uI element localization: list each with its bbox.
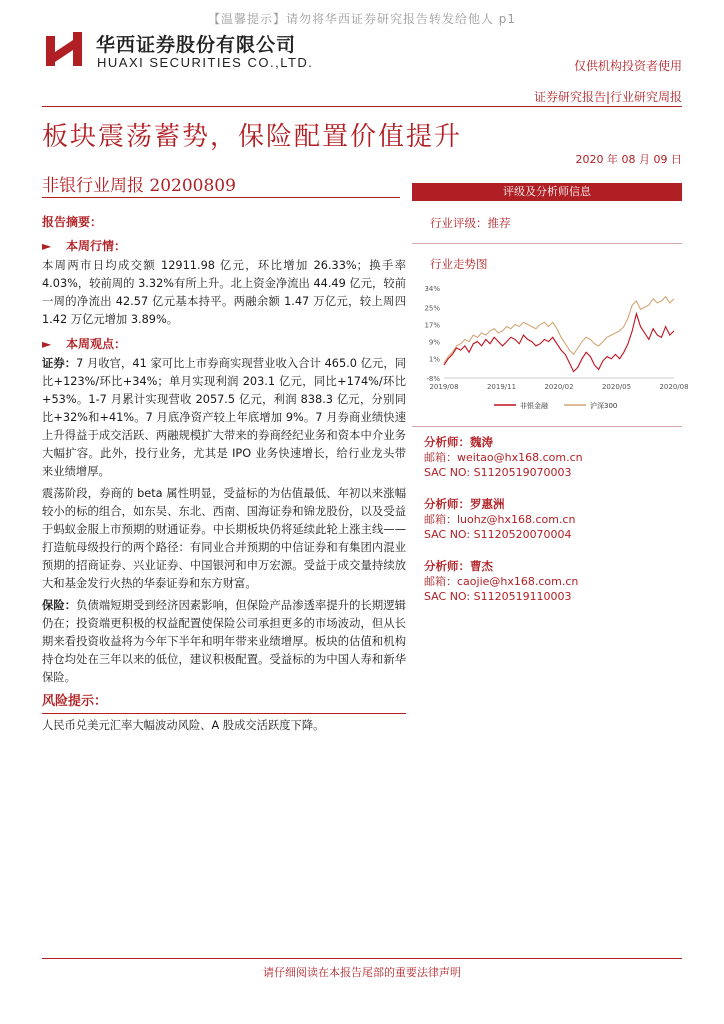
analyst-name: 曹杰 <box>470 559 493 573</box>
y-tick-label: 34% <box>424 285 440 293</box>
legal-notice-footer: 请仔细阅读在本报告尾部的重要法律声明 <box>263 966 461 979</box>
analyst-sidebar <box>412 183 689 604</box>
y-tick-label: 9% <box>428 338 440 347</box>
company-logo-icon <box>44 30 84 70</box>
risk-heading: 风险提示： <box>42 694 108 709</box>
view-heading-text: 本周观点： <box>66 337 127 351</box>
sac-number: SAC NO: S1120520070004 <box>424 528 572 541</box>
subtitle-divider <box>42 197 400 198</box>
email-label: 邮箱： <box>424 513 457 526</box>
y-tick-label: 1% <box>428 355 440 364</box>
trend-chart-title: 行业走势图 <box>430 257 488 271</box>
market-heading <box>42 237 406 255</box>
analyst-email-link[interactable]: caojie@hx168.com.cn <box>457 575 579 588</box>
legend-label: 非银金融 <box>520 402 548 410</box>
audience-label: 仅供机构投资者使用 <box>573 59 682 73</box>
report-title: 板块震荡蓄势，保险配置价值提升 <box>42 122 463 152</box>
analyst-name: 罗惠洲 <box>470 497 505 511</box>
summary-column <box>42 213 406 739</box>
email-label: 邮箱： <box>424 451 457 464</box>
market-paragraph: 本周两市日均成交额 12911.98 亿元，环比增加 26.33%；换手率 4.03%，较前周的 3.32%有所上升。北上资金净流出 44.49 亿元，较前一周的净流出 42.57 亿元基本持平。两融余额 1.47 万亿元，较上周四 1.42 万亿元增加 3.89%。 <box>42 259 406 326</box>
risk-paragraph: 人民币兑美元汇率大幅波动风险、A 股成交活跃度下降。 <box>42 719 325 732</box>
analyst-label: 分析师： <box>424 435 470 449</box>
insurance-label: 保险： <box>42 599 77 612</box>
x-tick-label: 2020/02 <box>544 383 574 391</box>
sac-number: SAC NO: S1120519070003 <box>424 466 572 479</box>
industry-rating: 行业评级：推荐 <box>430 216 511 230</box>
beta-paragraph: 震荡阶段，券商的 beta 属性明显，受益标的为估值最低、年初以来涨幅较小的标的组合，如东吴、东北、西南、国海证券和锦龙股份，以及受益于蚂蚁金服上市预期的财通证券。中长期板块仍将延续此轮上涨主线——打造航母级投行的两个路径：有同业合并预期的中信证券和有集团内混业预期的招商证券、兴业证券、中国银河和申万宏源。受益于成交量持续放大和基金发行火热的华泰证券和东方财富。 <box>42 487 406 590</box>
footer-divider <box>42 958 682 959</box>
insurance-text: 负债端短期受到经济因素影响，但保险产品渗透率提升的长期逻辑仍在；投资端更积极的权益配置使保险公司承担更多的市场波动，但从长期来看投资收益将为今年下半年和明年带来业绩增厚。板块的估值和机构持仓均处在三年以来的低位，建议积极配置。受益标的为中国人寿和新华保险。 <box>42 599 406 684</box>
rating-divider <box>412 243 682 244</box>
x-tick-label: 2020/05 <box>601 383 632 391</box>
securities-text: 7 月收官，41 家可比上市券商实现营业收入合计 465.0 亿元，同比+123%/环比+34%；单月实现利润 203.1 亿元，同比+174%/环比+53%。1-7 月累计实现营收 2057.5 亿元，利润 838.3 亿元，分别同比+32%和+41%。7 月底净资产较上年底增加 9%。7 月券商业绩快速上升得益于成交活跃、两融规模扩大带来的券商经纪业务和资本中介业务大幅扩容。此外，投行业务，尤其是 IPO 业务快速增长，给行业龙头带来业绩增厚。 <box>42 357 406 478</box>
view-heading <box>42 335 406 353</box>
triangle-bullet-icon: ► <box>42 239 52 253</box>
series-line-nonbank <box>444 314 674 372</box>
x-tick-label: 2020/08 <box>659 383 689 391</box>
trend-chart <box>416 278 689 418</box>
rating-panel-header: 评级及分析师信息 <box>412 183 682 201</box>
analyst-card-3 <box>424 559 682 604</box>
analyst-card-2 <box>424 497 682 542</box>
series-line-hs300 <box>444 297 674 363</box>
summary-heading: 报告摘要： <box>42 215 103 229</box>
header-divider <box>42 106 682 107</box>
insurance-paragraph <box>42 597 406 687</box>
analyst-label: 分析师： <box>424 497 470 511</box>
analyst-label: 分析师： <box>424 559 470 573</box>
watermark-notice: 【温馨提示】请勿将华西证券研究报告转发给他人 p1 <box>207 12 517 26</box>
breadcrumb: 证券研究报告|行业研究周报 <box>533 90 682 104</box>
y-tick-label: 25% <box>424 304 440 313</box>
securities-label: 证券： <box>42 357 77 370</box>
risk-divider <box>42 713 406 714</box>
x-tick-label: 2019/11 <box>486 383 517 391</box>
y-tick-label: 17% <box>424 321 440 330</box>
company-name-cn: 华西证券股份有限公司 <box>96 34 297 56</box>
email-label: 邮箱： <box>424 575 457 588</box>
report-subtitle: 非银行业周报 20200809 <box>42 176 236 196</box>
legend-label: 沪深300 <box>590 402 618 410</box>
analyst-name: 魏涛 <box>470 435 493 449</box>
sac-number: SAC NO: S1120519110003 <box>424 590 572 603</box>
securities-paragraph <box>42 355 406 481</box>
report-date: 2020 年 08 月 09 日 <box>575 153 682 166</box>
company-name-en: HUAXI SECURITIES CO.,LTD. <box>97 55 314 70</box>
x-tick-label: 2019/08 <box>429 383 459 391</box>
analyst-email-link[interactable]: weitao@hx168.com.cn <box>457 451 583 464</box>
y-tick-label: -8% <box>426 375 440 383</box>
trend-chart-svg <box>416 278 689 418</box>
triangle-bullet-icon: ► <box>42 337 52 351</box>
analyst-divider <box>412 426 682 427</box>
analyst-email-link[interactable]: luohz@hx168.com.cn <box>457 513 576 526</box>
analyst-card-1 <box>424 435 682 480</box>
market-heading-text: 本周行情： <box>66 239 127 253</box>
